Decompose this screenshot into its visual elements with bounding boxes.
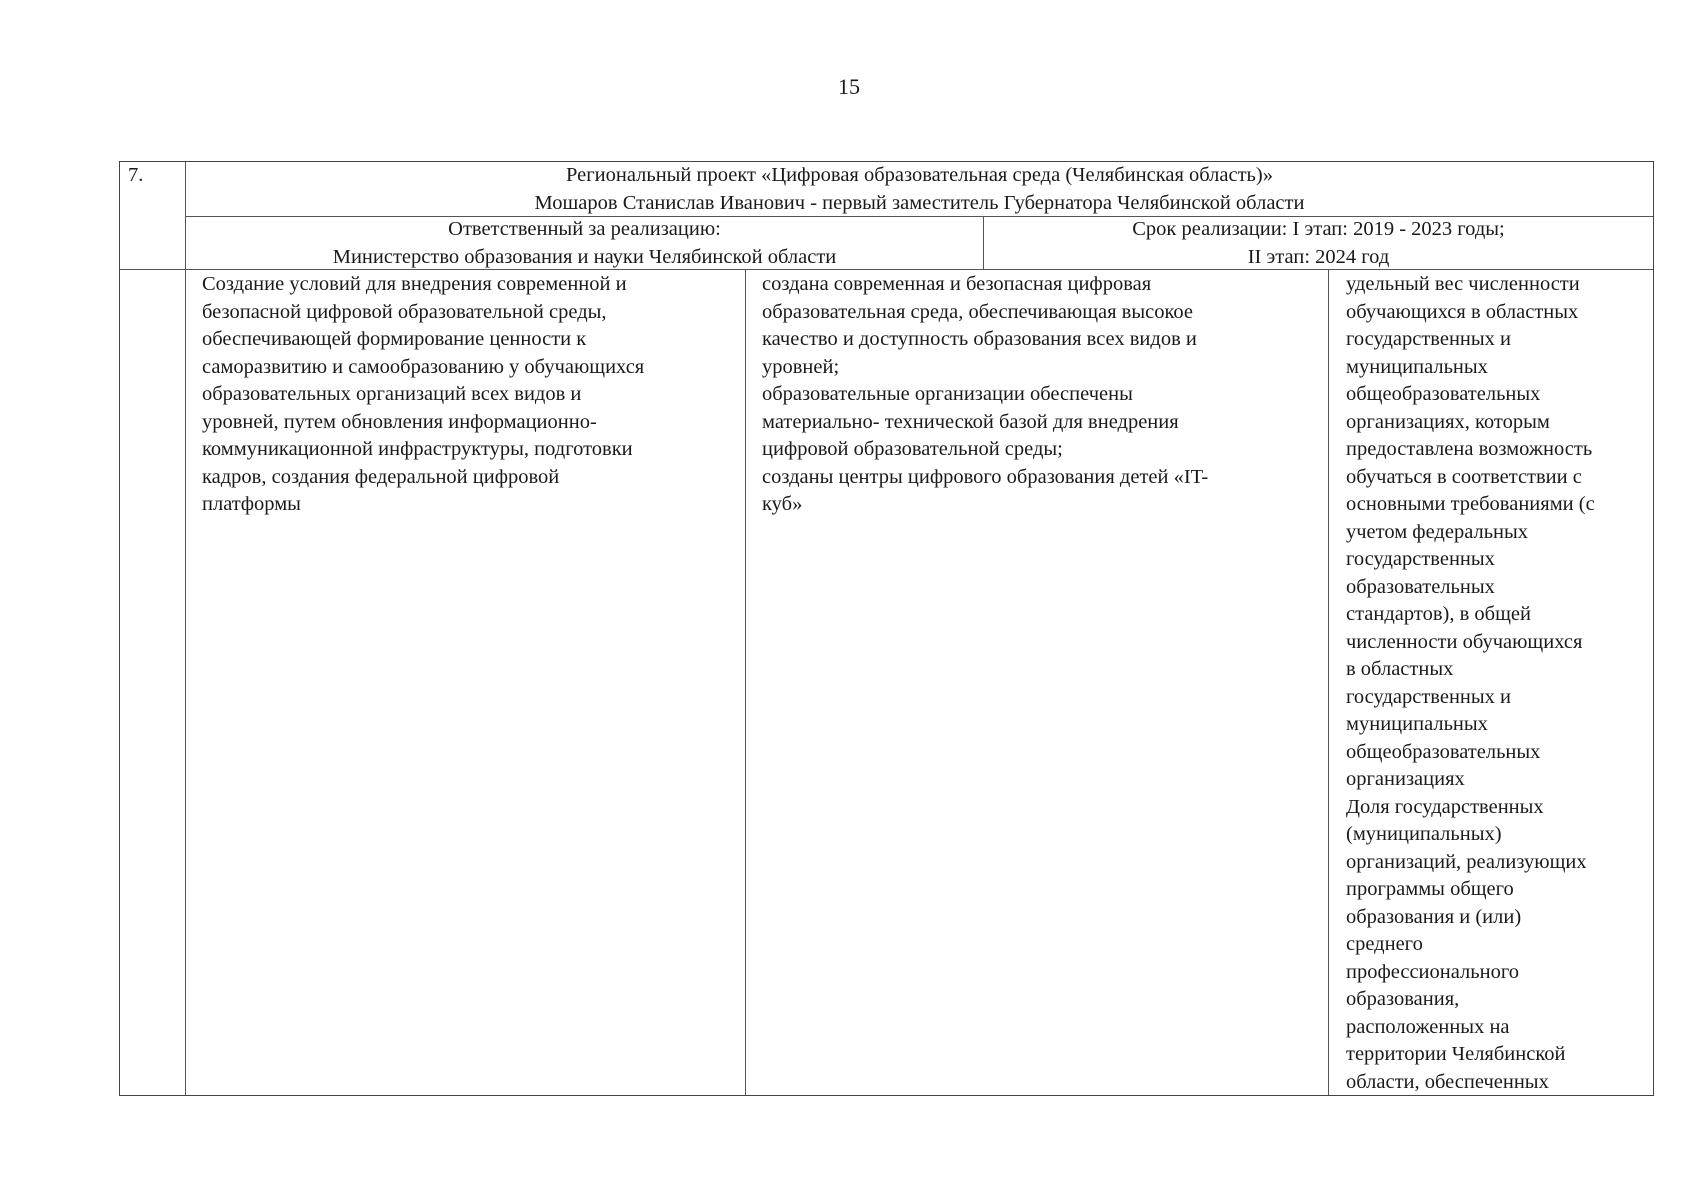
goal-line: саморазвитию и самообразованию у обучающихся [202,355,645,378]
indicator-line: образования и (или) [1346,905,1522,928]
results-line: качество и доступность образования всех видов и [762,328,1197,350]
row-number: 7. [128,164,144,186]
goal-line: коммуникационной инфраструктуры, подготовки [202,438,633,460]
indicator-line: государственных и [1346,685,1512,708]
project-title: Региональный проект «Цифровая образовательная среда (Челябинская область)» [566,164,1273,186]
goal-cell [202,271,742,519]
indicator-line: государственных и [1346,328,1512,350]
indicator-line: удельный вес численности [1346,273,1580,295]
goal-line: безопасной цифровой образовательной среды, [202,300,607,323]
row-number-cell [128,162,183,216]
indicator-line: Доля государственных [1346,795,1544,818]
indicator-line: области, обеспеченных [1346,1070,1549,1093]
project-header-cell [186,162,1653,216]
indicator-line: среднего [1346,933,1423,955]
goal-line: обеспечивающей формирование ценности к [202,328,587,350]
goal-line: уровней, путем обновления информационно- [202,410,597,433]
indicator-line: обучаться в соответствии с [1346,465,1582,488]
indicator-line: основными требованиями (с [1346,493,1595,515]
page-number: 15 [838,74,860,99]
indicator-line: программы общего [1346,878,1514,900]
indicators-cell [1346,271,1652,1096]
column-divider [1328,269,1329,1095]
results-line: образовательные организации обеспечены [762,383,1133,405]
responsible-label: Ответственный за реализацию: [448,218,721,240]
results-cell [762,271,1324,519]
results-line: созданы центры цифрового образования детей «IT- [762,465,1209,488]
project-head: Мошаров Станислав Иванович - первый заместитель Губернатора Челябинской области [534,191,1305,214]
program-table [119,161,1654,1096]
results-line: образовательная среда, обеспечивающая высокое [762,300,1193,323]
indicator-line: организаций, реализующих [1346,850,1587,873]
period-cell [984,216,1653,269]
indicator-line: образовательных [1346,575,1495,598]
indicator-line: численности обучающихся [1346,630,1583,653]
results-line: материально- технической базой для внедрения [762,410,1179,433]
indicator-line: предоставлена возможность [1346,438,1593,460]
indicator-line: профессионального [1346,960,1519,983]
indicator-line: общеобразовательных [1346,383,1541,405]
responsible-value: Министерство образования и науки Челябинской области [332,245,837,268]
indicator-line: учетом федеральных [1346,520,1529,543]
period-line-2: II этап: 2024 год [1247,245,1390,268]
indicator-line: государственных [1346,548,1495,570]
indicator-line: муниципальных [1346,355,1488,378]
responsible-cell [186,216,983,269]
goal-line: кадров, создания федеральной цифровой [202,465,560,488]
results-line: куб» [762,493,803,515]
results-line: уровней; [762,355,840,378]
column-divider [185,162,186,1095]
goal-line: Создание условий для внедрения современной и [202,273,627,295]
period-line-1: Срок реализации: I этап: 2019 - 2023 годы; [1132,218,1505,240]
column-divider [745,269,746,1095]
indicator-line: в областных [1346,658,1454,680]
indicator-line: образования, [1346,988,1460,1010]
indicator-line: обучающихся в областных [1346,300,1579,323]
indicator-line: расположенных на [1346,1015,1510,1038]
indicator-line: территории Челябинской [1346,1043,1566,1065]
goal-line: образовательных организаций всех видов и [202,383,582,405]
indicator-line: организациях, которым [1346,410,1550,433]
results-line: создана современная и безопасная цифровая [762,273,1152,295]
indicator-line: стандартов), в общей [1346,603,1531,625]
indicator-line: муниципальных [1346,713,1488,735]
indicator-line: организациях [1346,768,1465,790]
goal-line: платформы [202,493,301,515]
indicator-line: общеобразовательных [1346,740,1541,763]
results-line: цифровой образовательной среды; [762,438,1063,460]
indicator-line: (муниципальных) [1346,823,1502,845]
